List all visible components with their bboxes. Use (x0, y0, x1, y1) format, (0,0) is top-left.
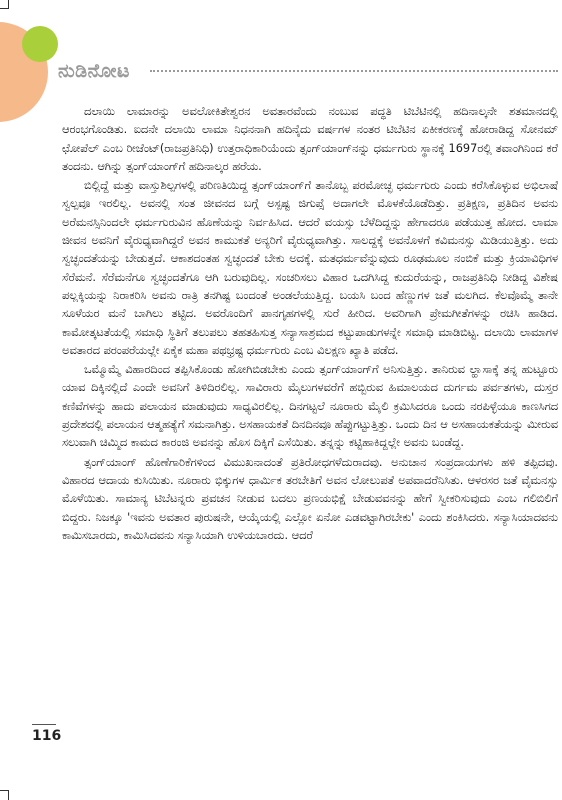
dotted-rule (150, 70, 558, 74)
paragraph-1: ದಲಾಯಿ ಲಾಮಾರನ್ನು ಅವಲೋಕಿತೇಶ್ವರನ ಅವತಾರವೆಂದು ನಂಬುವ ಪದ್ಧತಿ ಟಿಬೆಟಿನಲ್ಲಿ ಹದಿನಾಲ್ಕನೇ ಶತಮಾನದಲ್ಲಿ ಆರಂಭಗೊಂಡಿತು. ಐದನೇ ದಲಾಯಿ ಲಾಮಾ ನಿಧನನಾಗಿ ಹದಿನೈದು ವರ್ಷಗಳ ನಂತರ ಟಿಬೆಟಿನ ಏಕೀಕರಣಕ್ಕೆ ಹೋರಾಡಿದ್ದ ಸೋನಮ್ ಛೋಪೆಲ್ ಎಂಬ ರೀಜೆಂಟ್(ರಾಜಪ್ರತಿನಿಧಿ) ಉತ್ತರಾಧಿಕಾರಿಯೆಂದು ತ್ಸಂಗ್‌ಯಾಂಗ್‌ನನ್ನು ಧರ್ಮಗುರು ಸ್ಥಾನಕ್ಕೆ 1697ರಲ್ಲಿ ತವಾಂಗಿನಿಂದ ಕರೆ ತಂದನು. ಆಗಿನ್ನು ತ್ಸಂಗ್‌ಯಾಂಗ್‌ಗೆ ಹದಿನಾಲ್ಕರ ಹರೆಯ. (62, 105, 558, 173)
page-number-rule (32, 724, 56, 725)
paragraph-4: ತ್ಸಂಗ್‌ಯಾಂಗ್ ಹೊಣೆಗಾರಿಕೆಗಳಿಂದ ವಿಮುಖನಾದಂತೆ ಪ್ರತಿರೋಧಗಳೆದುರಾದವು. ಅನುಚಾನ ಸಂಪ್ರದಾಯಗಳು ಹಳಿ ತಪ್ಪಿದವು. ವಿಹಾರದ ಆದಾಯ ಕುಸಿಯಿತು. ನೂರಾರು ಭಿಕ್ಕುಗಳ ಧಾರ್ಮಿಕ ತರಬೇತಿಗೆ ಅವನ ಲೋಲುಪತೆ ಅಪವಾದರೆನಿಸಿತು. ಆಳರಸರ ಜತೆ ವೈಮನಸ್ಸು ಮೊಳೆಯಿತು. ಸಾಮಾನ್ಯ ಟಿಬೆಟನ್ನರು ಪ್ರವಚನ ನೀಡುವ ಬದಲು ಪ್ರಣಯಭಿಕ್ಷೆ ಬೇಡುವವನನ್ನು ಹೇಗೆ ಸ್ವೀಕರಿಸುವುದು ಎಂಬ ಗಲಿಬಿಲಿಗೆ ಬಿದ್ದರು. ನಿಜಕ್ಕೂ 'ಇವನು ಅವತಾರ ಪುರುಷನೇ, ಆಯ್ಕೆಯಲ್ಲಿ ಎಲ್ಲೋ ಏನೋ ಎಡವಟ್ಟಾಗಿರಬೇಕು' ಎಂದು ಶಂಕಿಸಿದರು. ಸನ್ಯಾಸಿಯಾದವನು ಕಾಮಿಸಬಾರದು, ಕಾಮಿಸಿದವನು ಸನ್ಯಾಸಿಯಾಗಿ ಉಳಿಯಬಾರದು. ಆದರೆ (62, 455, 558, 542)
crop-mark-top-left-v (8, 0, 9, 9)
page-number: 116 (32, 728, 62, 744)
section-heading: ನುಡಿನೋಟ (58, 60, 130, 82)
crop-mark-bottom-left-v (8, 790, 9, 800)
article-body (62, 103, 558, 546)
crop-mark-top-left-h (0, 8, 8, 9)
paragraph-3: ಒಮ್ಮೊಮ್ಮೆ ವಿಹಾರದಿಂದ ತಪ್ಪಿಸಿಕೊಂಡು ಹೋಗಿಬಿಡಬೇಕು ಎಂದು ತ್ಸಂಗ್‌ಯಾಂಗ್‌ಗೆ ಅನಿಸುತ್ತಿತ್ತು. ತಾನಿರುವ ಲ್ಹಾಸಾಕ್ಕೆ ತನ್ನ ಹುಟ್ಟೂರು ಯಾವ ದಿಕ್ಕಿನಲ್ಲಿದೆ ಎಂದೇ ಅವನಿಗೆ ತಿಳಿದಿರಲಿಲ್ಲ. ಸಾವಿರಾರು ಮೈಲುಗಳವರೆಗೆ ಹಬ್ಬಿರುವ ಹಿಮಾಲಯದ ದುರ್ಗಮ ಪರ್ವತಗಳು, ದುಸ್ತರ ಕಣಿವೆಗಳನ್ನು ಹಾದು ಪಲಾಯನ ಮಾಡುವುದು ಸಾಧ್ಯವಿರಲಿಲ್ಲ. ದಿನಗಟ್ಟಲೆ ನೂರಾರು ಮೈಲಿ ಕ್ರಮಿಸಿದರೂ ಒಂದು ನರಪಿಳ್ಳೆಯೂ ಕಾಣಸಿಗದ ಪ್ರದೇಶದಲ್ಲಿ ಪಲಾಯನ ಆತ್ಮಹತ್ಯೆಗೆ ಸಮನಾಗಿತ್ತು. ಅಸಹಾಯಕತೆ ದಿನದಿನವೂ ಹೆಪ್ಪುಗಟ್ಟುತ್ತಿತ್ತು. ಒಂದು ದಿನ ಆ ಅಸಹಾಯಕತೆಯನ್ನು ಮೀರುವ ಸಲುವಾಗಿ ಚಿಮ್ಮಿದ ಕಾಮದ ಕಾರಂಜಿ ಅವನನ್ನು ಹೊಸ ದಿಕ್ಕಿಗೆ ಎಸೆಯಿತು. ತನ್ನನ್ನು ಕಟ್ಟಿಹಾಕಿದ್ದಲ್ಲೇ ಅವನು ಬಂಡೆದ್ದ. (62, 363, 558, 450)
crop-mark-bottom-left-h (0, 790, 8, 791)
decorative-green-circle (22, 26, 58, 62)
paragraph-2: ಬಿಲ್ಲಿದ್ದೆ ಮತ್ತು ವಾಸ್ತುಶಿಲ್ಪಗಳಲ್ಲಿ ಪರಿಣತಿಯಿದ್ದ ತ್ಸಂಗ್‌ಯಾಂಗ್‌ಗೆ ತಾನೊಬ್ಬ ಪರಮೋಚ್ಛ ಧರ್ಮಗುರು ಎಂದು ಕರೆಸಿಕೊಳ್ಳುವ ಅಭಿಲಾಷೆ ಸ್ವಲ್ಪವೂ ಇರಲಿಲ್ಲ. ಅವನಲ್ಲಿ ಸಂತ ಜೀವನದ ಬಗ್ಗೆ ಅಸ್ಪಷ್ಟ ಜಿಗುಪ್ಸೆ ಅದಾಗಲೇ ಮೊಳಕೆಯೊಡೆದಿತ್ತು. ಪ್ರತಿಕ್ಷಣ, ಪ್ರತಿದಿನ ಅವನು ಅರೆಮನಸ್ಸಿನಿಂದಲೇ ಧರ್ಮಗುರುವಿನ ಹೊಣೆಯನ್ನು ನಿರ್ವಹಿಸಿದ. ಆದರೆ ವಯಸ್ಸು ಬೆಳೆದಿದ್ದನ್ನು ಹೇಗಾದರೂ ಪಡೆಯುತ್ತ ಹೋದ. ಲಾಮಾ ಜೀವನ ಅವನಿಗೆ ವೈರುಧ್ಯವಾಗಿದ್ದರೆ ಅವನ ಕಾಮುಕತೆ ಅನ್ಯರಿಗೆ ವೈರುಧ್ಯವಾಗಿತ್ತು. ಸಾಲದ್ದಕ್ಕೆ ಅವನೊಳಗೆ ಕವಿಮನಸ್ಸು ಮಿಡಿಯುತ್ತಿತ್ತು. ಅದು ಸ್ವಚ್ಛಂದತೆಯನ್ನು ಬೇಡುತ್ತದೆ. ಆಕಾಶದಂತಹ ಸ್ವಚ್ಛಂದತೆ ಬೇಕು ಅದಕ್ಕೆ. ಮತಧರ್ಮವೆನ್ನುವುದು ರೂಢಮೂಲ ನಂಬಿಕೆ ಮತ್ತು ಕ್ರಿಯಾವಿಧಿಗಳ ಸೆರೆಮನೆ. ಸೆರೆಮನೆಗೂ ಸ್ವಚ್ಛಂದತೆಗೂ ಆಗಿ ಬರುವುದಿಲ್ಲ. ಸಂಚರಿಸಲು ವಿಹಾರ ಒದಗಿಸಿದ್ದ ಕುದುರೆಯನ್ನು, ರಾಜಪ್ರತಿನಿಧಿ ನೀಡಿದ್ದ ವಿಶೇಷ ಪಲ್ಲಕ್ಕಿಯನ್ನು ನಿರಾಕರಿಸಿ ಅವನು ರಾತ್ರಿ ತನಗಿಷ್ಟ ಬಂದಂತೆ ಅಂಡಲೆಯುತ್ತಿದ್ದ. ಬಯಸಿ ಬಂದ ಹೆಣ್ಣುಗಳ ಜತೆ ಮಲಗಿದ. ಕೆಲವೊಮ್ಮೆ ತಾನೇ ಸೂಳೆಯರ ಮನೆ ಬಾಗಿಲು ತಟ್ಟಿದ. ಅವರೊಂದಿಗೆ ಪಾನಗೃಹಗಳಲ್ಲಿ ಸುರೆ ಹೀರಿದ. ಅವರಿಗಾಗಿ ಪ್ರೇಮಗೀತೆಗಳನ್ನು ರಚಿಸಿ ಹಾಡಿದ. ಕಾಮೋತ್ಕಟತೆಯಲ್ಲಿ ಸಮಾಧಿ ಸ್ಥಿತಿಗೆ ತಲುಪಲು ತಹತಹಿಸುತ್ತ ಸನ್ಯಾಸಾಶ್ರಮದ ಕಟ್ಟುಪಾಡುಗಳನ್ನೇ ಸಮಾಧಿ ಮಾಡಿಬಿಟ್ಟ. ದಲಾಯಿ ಲಾಮಾಗಳ ಅವತಾರದ ಪರಂಪರೆಯಲ್ಲೇ ಏಕೈಕ ಮಹಾ ಪಥಭ್ರಷ್ಟ ಧರ್ಮಗುರು ಎಂಬ ವಿಲಕ್ಷಣ ಖ್ಯಾತಿ ಪಡೆದ. (62, 179, 558, 357)
